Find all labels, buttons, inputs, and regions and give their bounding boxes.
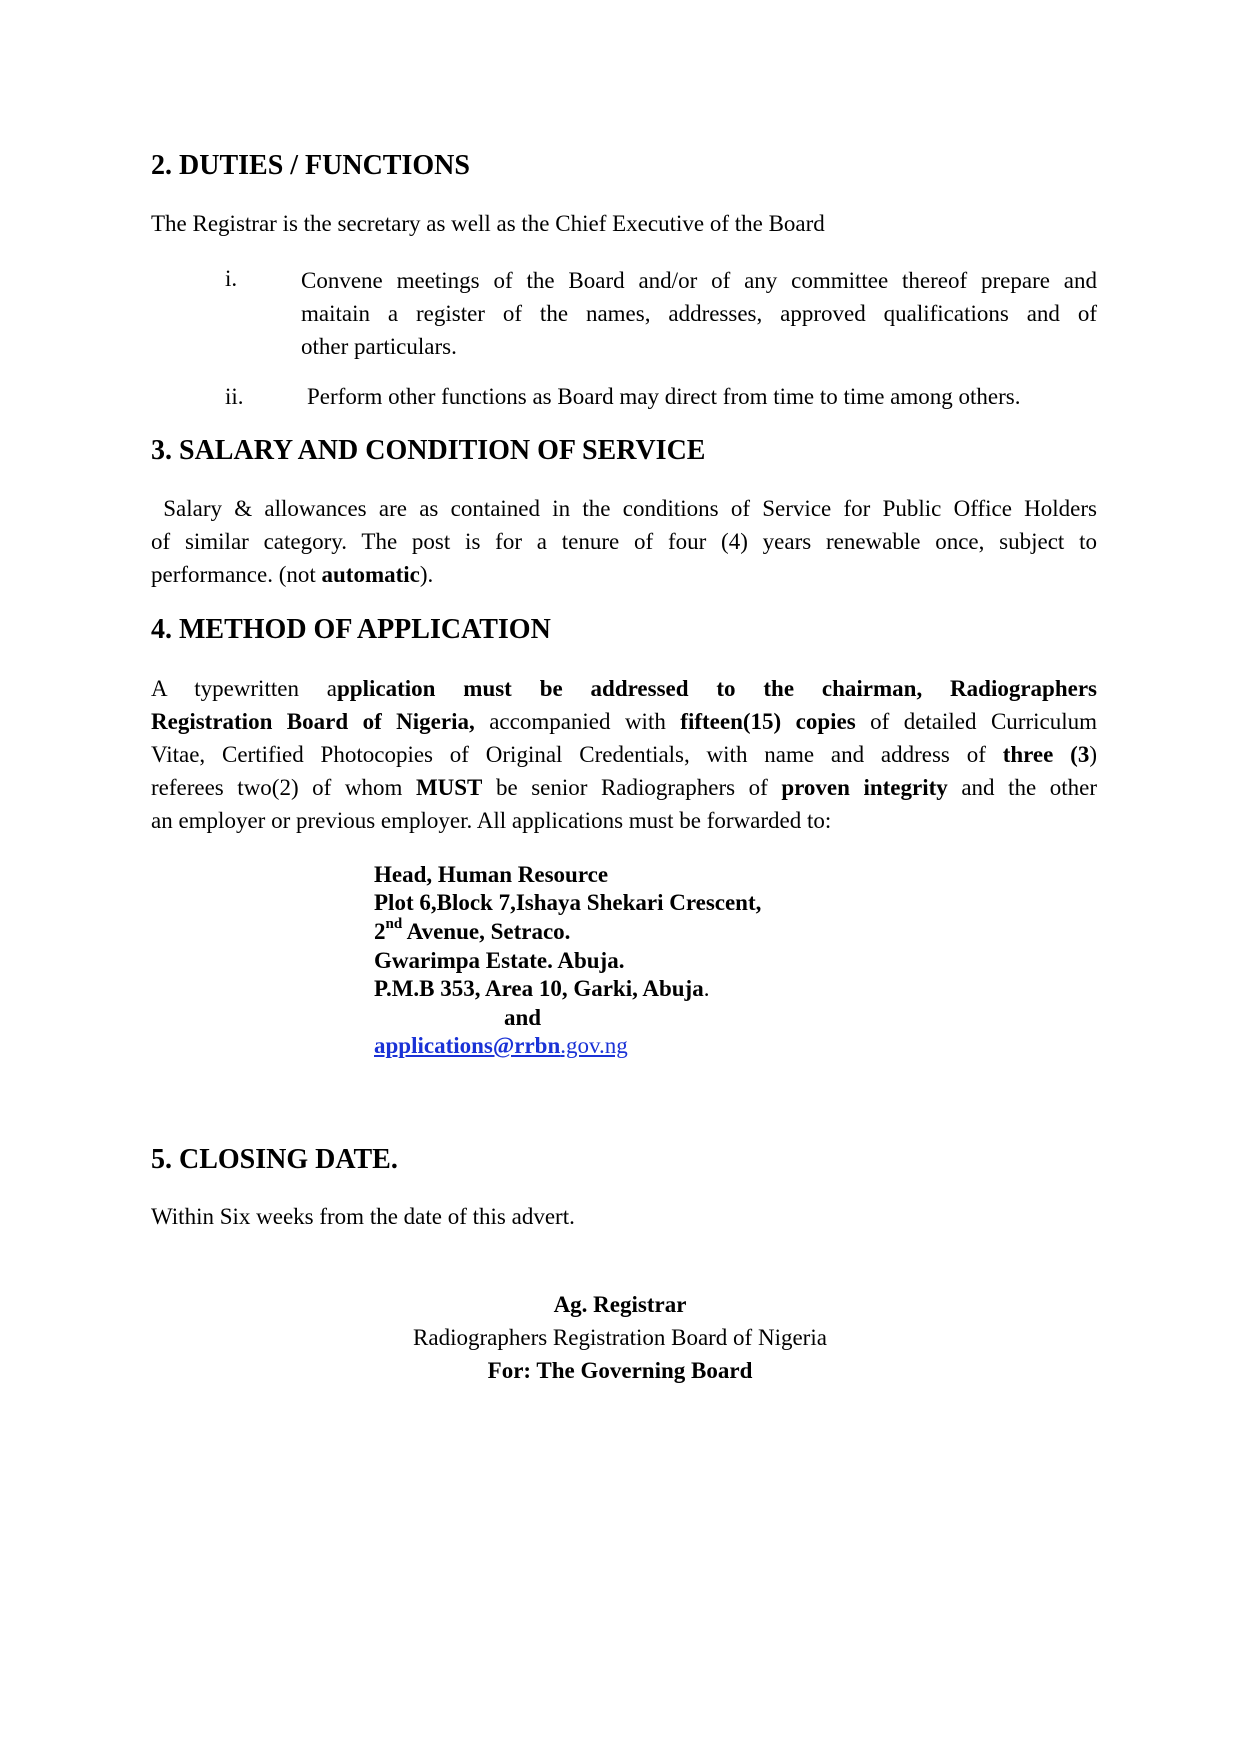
signature-title: Ag. Registrar [553, 1292, 687, 1317]
paragraph-line: of similar category. The post is for a tenure of four (4) years renewable once, subject to [151, 529, 1097, 554]
list-item-line: Convene meetings of the Board and/or of any committee thereof prepare and [301, 268, 1097, 293]
email-link[interactable]: applications@rrbn.gov.ng [374, 1033, 628, 1058]
address-line: 2nd Avenue, Setraco. [374, 916, 571, 944]
list-item-text [301, 264, 1097, 363]
list-item-number: i. [225, 266, 238, 291]
section-3-paragraph [151, 492, 1097, 591]
paragraph-line: performance. (not automatic). [151, 562, 434, 587]
signature-organization: Radiographers Registration Board of Nigeria [413, 1325, 827, 1350]
list-item-line: other particulars. [301, 334, 457, 359]
closing-date-text: Within Six weeks from the date of this advert. [151, 1204, 575, 1229]
paragraph-line: Registration Board of Nigeria, accompanied with fifteen(15) copies of detailed Curriculum [151, 709, 1097, 734]
list-item-line: maitain a register of the names, addresses, approved qualifications and of [301, 301, 1097, 326]
section-4-paragraph [151, 672, 1097, 837]
paragraph-line: Vitae, Certified Photocopies of Original Credentials, with name and address of three (3) [151, 742, 1097, 767]
paragraph-line: an employer or previous employer. All applications must be forwarded to: [151, 808, 832, 833]
signature-for: For: The Governing Board [487, 1358, 753, 1383]
paragraph-line: referees two(2) of whom MUST be senior Radiographers of proven integrity and the other [151, 775, 1097, 800]
address-line: Plot 6,Block 7,Ishaya Shekari Crescent, [374, 890, 762, 915]
list-item-number: ii. [225, 384, 244, 409]
section-2-intro: The Registrar is the secretary as well as the Chief Executive of the Board [151, 211, 825, 236]
section-5-heading: 5. CLOSING DATE. [151, 1144, 398, 1175]
section-4-heading: 4. METHOD OF APPLICATION [151, 614, 551, 645]
paragraph-line: Salary & allowances are as contained in the conditions of Service for Public Office Holders [151, 496, 1097, 521]
address-and: and [504, 1005, 542, 1030]
paragraph-line: A typewritten application must be addressed to the chairman, Radiographers [151, 676, 1098, 701]
address-line: Gwarimpa Estate. Abuja. [374, 948, 625, 973]
section-2-heading: 2. DUTIES / FUNCTIONS [151, 150, 470, 181]
address-line: P.M.B 353, Area 10, Garki, Abuja. [374, 976, 710, 1001]
section-3-heading: 3. SALARY AND CONDITION OF SERVICE [151, 435, 706, 466]
list-item-text: Perform other functions as Board may direct from time to time among others. [307, 384, 1021, 409]
address-line: Head, Human Resource [374, 862, 609, 887]
